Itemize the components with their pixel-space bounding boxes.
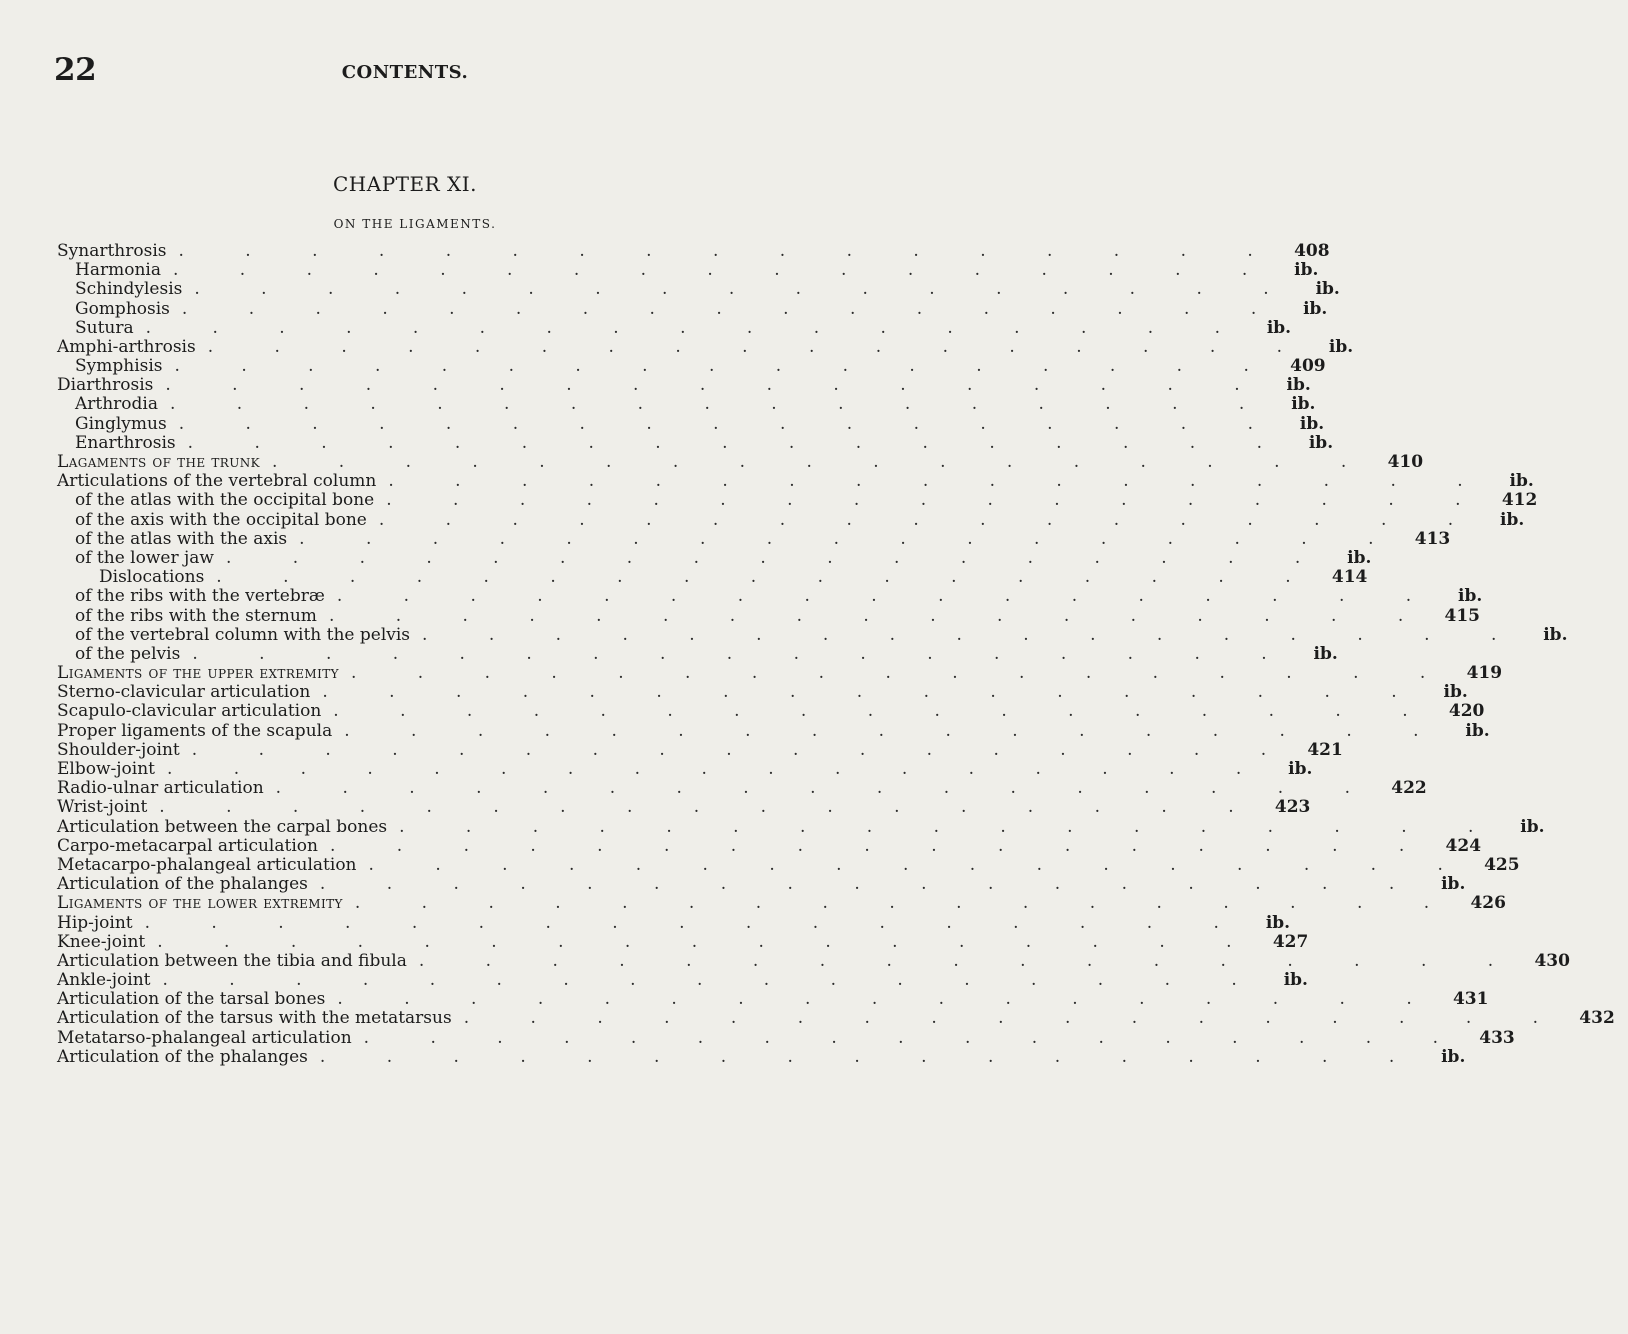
leader-dots: . . . . . . . . . . . . . . . . .	[207, 336, 1311, 357]
toc-entry	[57, 1008, 1615, 1029]
toc-entry-label: Schindylesis	[75, 279, 183, 300]
toc-entry-page: 424	[1445, 835, 1482, 856]
toc-entry-page: 410	[1387, 452, 1424, 473]
toc-entry-label: of the axis with the occipital bone	[75, 509, 367, 530]
leader-dots: . . . . . . . . . . . . . . . . .	[363, 1027, 1466, 1048]
leader-dots: . . . . . . . . . . . . . . . . .	[187, 432, 1290, 453]
leader-dots: . . . . . . . . . . . . . . . . .	[172, 260, 1276, 281]
toc-entry-label: Elbow-joint	[57, 759, 155, 780]
toc-entry-page: 408	[1294, 240, 1330, 261]
toc-entry-page: 422	[1391, 778, 1427, 799]
toc-section-heading	[57, 663, 1503, 684]
toc-entry	[57, 356, 1326, 377]
toc-entry	[57, 854, 1520, 875]
toc-entry-page: 431	[1452, 989, 1489, 1010]
toc-entry-label: Ginglymus	[75, 413, 167, 434]
toc-entry-page: ib.	[1286, 375, 1311, 396]
toc-entry-label: Ankle-joint	[57, 970, 151, 991]
table-of-contents	[57, 240, 1615, 1067]
toc-entry-label: Amphi-arthrosis	[57, 336, 196, 357]
toc-entry-page: ib.	[1291, 394, 1316, 415]
toc-entry	[57, 912, 1291, 933]
page-header	[54, 52, 736, 92]
toc-entry-page: ib.	[1315, 279, 1340, 300]
toc-entry	[57, 989, 1489, 1010]
toc-entry-label: of the ribs with the vertebræ	[75, 586, 325, 607]
toc-entry-label: Enarthrosis	[75, 432, 176, 453]
leader-dots: . . . . . . . . . . . . . . . . .	[178, 413, 1282, 434]
toc-entry-page: ib.	[1441, 874, 1466, 895]
toc-entry-page: ib.	[1266, 317, 1292, 338]
toc-entry	[57, 778, 1427, 799]
toc-entry	[57, 240, 1330, 261]
leader-dots: . . . . . . . . . . . . . . . . .	[225, 547, 1329, 568]
toc-entry-page: ib.	[1443, 682, 1468, 703]
leader-dots: . . . . . . . . . . . . . . . . .	[166, 759, 1270, 780]
toc-entry-page: ib.	[1458, 586, 1483, 607]
leader-dots: . . . . . . . . . . . . . . . . .	[191, 739, 1295, 760]
leader-dots: . . . . . . . . . . . . . . . . .	[178, 240, 1281, 261]
toc-entry-label: Metacarpo-phalangeal articulation	[57, 854, 357, 875]
toc-entry	[57, 605, 1481, 626]
toc-entry-page: ib.	[1303, 298, 1328, 319]
leader-dots: . . . . . . . . . . . . . . . . .	[350, 663, 1454, 684]
toc-entry-label: Articulation of the tarsus with the metatarsus	[57, 1008, 452, 1029]
leader-dots: . . . . . . . . . . . . . . . . .	[336, 586, 1440, 607]
toc-entry-label: Arthrodia	[75, 394, 158, 415]
toc-entry	[57, 528, 1451, 549]
toc-entry-page: ib.	[1308, 432, 1334, 453]
toc-entry	[57, 586, 1483, 607]
toc-entry	[57, 1027, 1515, 1048]
toc-entry	[57, 279, 1340, 300]
toc-entry-page: 427	[1272, 931, 1309, 952]
toc-entry-label: of the vertebral column with the pelvis	[75, 624, 411, 645]
leader-dots: . . . . . . . . . . . . . . . . .	[174, 356, 1277, 377]
leader-dots: . . . . . . . . . . . . . . . . .	[275, 778, 1378, 799]
leader-dots: . . . . . . . . . . . . . . . . .	[165, 375, 1268, 396]
toc-entry-page: ib.	[1288, 759, 1313, 780]
toc-entry-label: Harmonia	[75, 260, 161, 281]
toc-entry-label: Diarthrosis	[57, 375, 154, 396]
toc-entry	[57, 547, 1372, 568]
toc-entry-label: Gomphosis	[75, 298, 170, 319]
leader-dots: . . . . . . . . . . . . . . . . .	[272, 452, 1375, 473]
toc-entry-page: ib.	[1347, 547, 1372, 568]
leader-dots: . . . . . . . . . . . . . . . . .	[368, 854, 1471, 875]
toc-entry	[57, 720, 1490, 741]
toc-entry	[57, 682, 1468, 703]
toc-entry-label: Articulation between the tibia and fibula	[57, 950, 407, 971]
toc-entry-page: 419	[1466, 663, 1503, 684]
toc-entry-page: 425	[1484, 854, 1520, 875]
leader-dots: . . . . . . . . . . . . . . . . .	[418, 950, 1522, 971]
toc-entry	[57, 432, 1334, 453]
toc-entry-page: 426	[1470, 893, 1506, 914]
toc-entry-label: Sutura	[75, 317, 134, 338]
toc-entry-label: Dislocations	[99, 567, 205, 588]
leader-dots: . . . . . . . . . . . . . . . . .	[463, 1008, 1567, 1029]
leader-dots: . . . . . . . . . . . . . . . . .	[162, 970, 1265, 991]
toc-entry	[57, 759, 1313, 780]
toc-entry-page: ib.	[1509, 471, 1534, 492]
toc-entry-label: Wrist-joint	[57, 797, 148, 818]
toc-entry	[57, 471, 1534, 492]
toc-entry-page: ib.	[1520, 816, 1545, 837]
leader-dots: . . . . . . . . . . . . . . . . .	[337, 989, 1440, 1010]
toc-entry-label: of the lower jaw	[75, 547, 214, 568]
toc-entry-label: Lagaments of the trunk	[57, 452, 260, 473]
leader-dots: . . . . . . . . . . . . . . . . .	[181, 298, 1285, 319]
toc-entry-page: 432	[1579, 1008, 1615, 1029]
toc-entry-page: ib.	[1500, 509, 1525, 530]
chapter-subtitle: ON THE LIGAMENTS.	[333, 217, 497, 231]
leader-dots: . . . . . . . . . . . . . . . . .	[145, 317, 1248, 338]
toc-entry-label: Sterno-clavicular articulation	[57, 682, 311, 703]
toc-entry	[57, 298, 1328, 319]
toc-entry	[57, 816, 1545, 837]
toc-entry	[57, 739, 1343, 760]
toc-entry-label: Synarthrosis	[57, 240, 167, 261]
toc-entry-label: of the atlas with the axis	[75, 528, 288, 549]
toc-entry	[57, 413, 1325, 434]
toc-entry-page: 421	[1307, 739, 1343, 760]
toc-entry	[57, 375, 1311, 396]
toc-entry	[57, 260, 1319, 281]
leader-dots: . . . . . . . . . . . . . . . . .	[329, 835, 1433, 856]
leader-dots: . . . . . . . . . . . . . . . . .	[170, 394, 1273, 415]
toc-entry-label: Metatarso-phalangeal articulation	[57, 1027, 352, 1048]
leader-dots: . . . . . . . . . . . . . . . . .	[354, 893, 1458, 914]
toc-entry	[57, 970, 1308, 991]
toc-entry-label: of the pelvis	[75, 643, 181, 664]
toc-entry-label: Knee-joint	[57, 931, 146, 952]
toc-section-heading	[57, 452, 1424, 473]
toc-entry-page: 414	[1331, 567, 1368, 588]
toc-entry-page: 420	[1448, 701, 1485, 722]
toc-entry-page: ib.	[1313, 643, 1338, 664]
toc-entry-label: Carpo-metacarpal articulation	[57, 835, 318, 856]
toc-entry-label: Proper ligaments of the scapula	[57, 720, 333, 741]
toc-entry-label: Hip-joint	[57, 912, 133, 933]
toc-entry	[57, 643, 1338, 664]
page-number: 22	[54, 52, 97, 88]
toc-entry	[57, 336, 1354, 357]
toc-entry	[57, 567, 1368, 588]
toc-entry-page: 423	[1274, 797, 1311, 818]
toc-entry-page: ib.	[1441, 1046, 1466, 1067]
leader-dots: . . . . . . . . . . . . . . . . .	[159, 797, 1262, 818]
toc-entry-label: Articulation of the tarsal bones	[57, 989, 326, 1010]
toc-entry	[57, 797, 1311, 818]
toc-entry-label: Shoulder-joint	[57, 739, 180, 760]
toc-entry-label: Radio-ulnar articulation	[57, 778, 264, 799]
toc-entry-page: ib.	[1283, 970, 1308, 991]
toc-entry-page: ib.	[1543, 624, 1568, 645]
toc-entry-page: 409	[1290, 356, 1326, 377]
leader-dots: . . . . . . . . . . . . . . . . .	[388, 471, 1491, 492]
chapter-title: CHAPTER XI.	[333, 172, 477, 196]
toc-entry-label: Scapulo-clavicular articulation	[57, 701, 322, 722]
toc-entry-page: ib.	[1299, 413, 1325, 434]
toc-entry-label: Symphisis	[75, 356, 163, 377]
toc-section-heading	[57, 893, 1506, 914]
toc-entry	[57, 931, 1309, 952]
toc-entry	[57, 874, 1466, 895]
leader-dots: . . . . . . . . . . . . . . . . .	[333, 701, 1436, 722]
leader-dots: . . . . . . . . . . . . . . . . .	[386, 490, 1489, 511]
toc-entry-page: 413	[1414, 528, 1451, 549]
toc-entry-label: Articulation of the phalanges	[57, 1046, 308, 1067]
leader-dots: . . . . . . . . . . . . . . . . .	[322, 682, 1425, 703]
toc-entry	[57, 1046, 1466, 1067]
leader-dots: . . . . . . . . . . . . . . . . .	[192, 643, 1295, 664]
toc-entry-label: Articulations of the vertebral column	[57, 471, 377, 492]
toc-entry-label: Articulation between the carpal bones	[57, 816, 388, 837]
leader-dots: . . . . . . . . . . . . . . . . .	[157, 931, 1260, 952]
toc-entry-page: 430	[1534, 950, 1570, 971]
leader-dots: . . . . . . . . . . . . . . . . .	[422, 624, 1525, 645]
toc-entry-page: ib.	[1265, 912, 1291, 933]
toc-entry	[57, 394, 1316, 415]
toc-entry	[57, 624, 1568, 645]
leader-dots: . . . . . . . . . . . . . . . . .	[344, 720, 1447, 741]
toc-entry-label: Ligaments of the upper extremity	[57, 663, 339, 684]
toc-entry-label: of the ribs with the sternum	[75, 605, 317, 626]
running-head: CONTENTS.	[341, 62, 469, 83]
toc-entry	[57, 317, 1292, 338]
toc-entry-label: of the atlas with the occipital bone	[75, 490, 375, 511]
toc-entry	[57, 509, 1525, 530]
leader-dots: . . . . . . . . . . . . . . . . .	[328, 605, 1432, 626]
toc-entry-page: 412	[1501, 490, 1538, 511]
toc-entry-page: 415	[1444, 605, 1481, 626]
toc-entry	[57, 950, 1570, 971]
toc-entry-label: Articulation of the phalanges	[57, 874, 308, 895]
toc-entry-label: Ligaments of the lower extremity	[57, 893, 343, 914]
leader-dots: . . . . . . . . . . . . . . . . .	[319, 1046, 1423, 1067]
toc-entry	[57, 835, 1482, 856]
toc-entry	[57, 701, 1485, 722]
leader-dots: . . . . . . . . . . . . . . . . .	[319, 874, 1423, 895]
leader-dots: . . . . . . . . . . . . . . . . .	[299, 528, 1402, 549]
leader-dots: . . . . . . . . . . . . . . . . .	[144, 912, 1247, 933]
toc-entry	[57, 490, 1538, 511]
leader-dots: . . . . . . . . . . . . . . . . .	[399, 816, 1502, 837]
toc-entry-page: ib.	[1328, 336, 1354, 357]
toc-entry-page: ib.	[1294, 260, 1319, 281]
leader-dots: . . . . . . . . . . . . . . . . .	[216, 567, 1319, 588]
toc-entry-page: 433	[1479, 1027, 1515, 1048]
leader-dots: . . . . . . . . . . . . . . . . .	[378, 509, 1482, 530]
toc-entry-page: ib.	[1465, 720, 1490, 741]
leader-dots: . . . . . . . . . . . . . . . . .	[194, 279, 1297, 300]
